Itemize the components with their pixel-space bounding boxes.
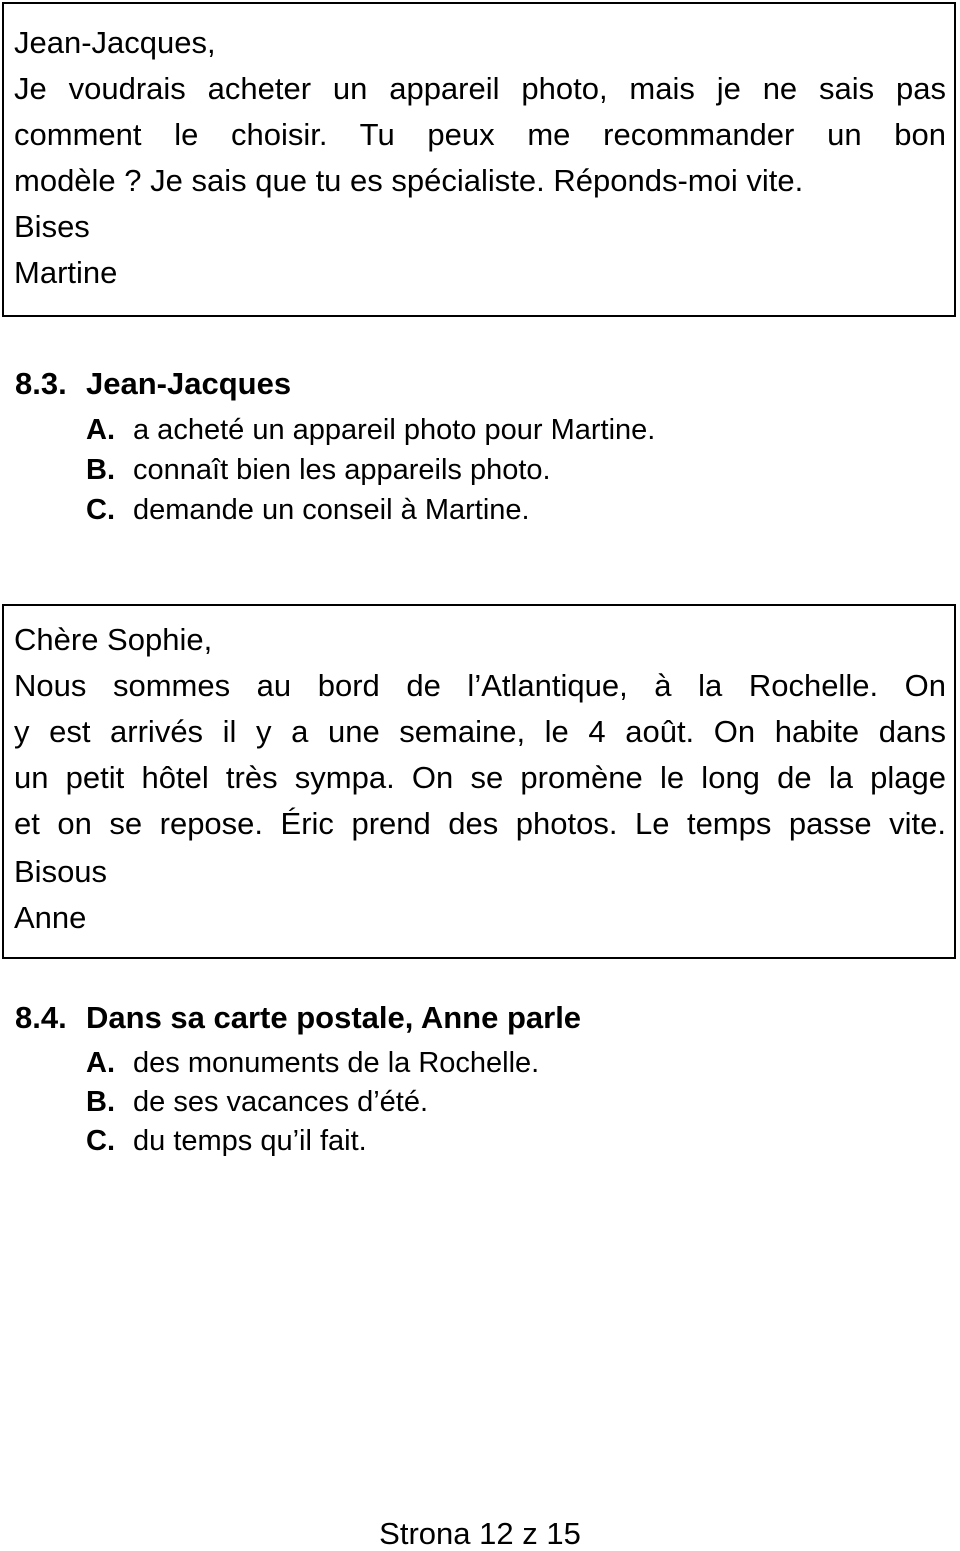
option-text: a acheté un appareil photo pour Martine. [133,414,656,446]
option-letter: C. [86,494,115,526]
question-8-4-title [15,1002,581,1033]
option-text: connaît bien les appareils photo. [133,454,551,486]
letter1-greeting: Jean-Jacques, [14,25,216,60]
letter1-line: modèle ? Je sais que tu es spécialiste. Réponds-moi vite. [14,163,804,198]
option-letter: A. [86,1047,115,1079]
answer-option-b[interactable] [86,456,551,485]
option-text: des monuments de la Rochelle. [133,1047,540,1079]
option-text: demande un conseil à Martine. [133,494,530,526]
letter2-line: Nous sommes au bord de l’Atlantique, à la Rochelle. On [14,668,946,703]
letter2-line: et on se repose. Éric prend des photos. Le temps passe vite. [14,806,946,841]
question-8-3-title [15,368,291,399]
page-number: Strona 12 z 15 [379,1516,581,1551]
answer-option-c[interactable] [86,496,530,525]
question-stem: Jean-Jacques [86,366,292,401]
question-number: 8.3. [15,366,67,401]
letter2-line: y est arrivés il y a une semaine, le 4 août. On habite dans [14,714,946,749]
letter1-signature: Martine [14,255,118,290]
question-number: 8.4. [15,1000,67,1035]
answer-option-a[interactable] [86,1049,539,1078]
option-letter: B. [86,454,115,486]
letter2-signature: Anne [14,900,87,935]
letter1-closing: Bises [14,209,90,244]
letter2-closing: Bisous [14,854,108,889]
answer-option-a[interactable] [86,416,655,445]
option-letter: A. [86,414,115,446]
option-text: du temps qu’il fait. [133,1125,367,1157]
option-letter: B. [86,1086,115,1118]
letter1-line: comment le choisir. Tu peux me recommander un bon [14,117,946,152]
question-stem: Dans sa carte postale, Anne parle [86,1000,582,1035]
answer-option-b[interactable] [86,1088,428,1117]
option-letter: C. [86,1125,115,1157]
option-text: de ses vacances d’été. [133,1086,429,1118]
letter1-line: Je voudrais acheter un appareil photo, mais je ne sais pas [14,71,946,106]
letter2-greeting: Chère Sophie, [14,622,213,657]
answer-option-c[interactable] [86,1127,367,1156]
letter2-line: un petit hôtel très sympa. On se promène le long de la plage [14,760,946,795]
